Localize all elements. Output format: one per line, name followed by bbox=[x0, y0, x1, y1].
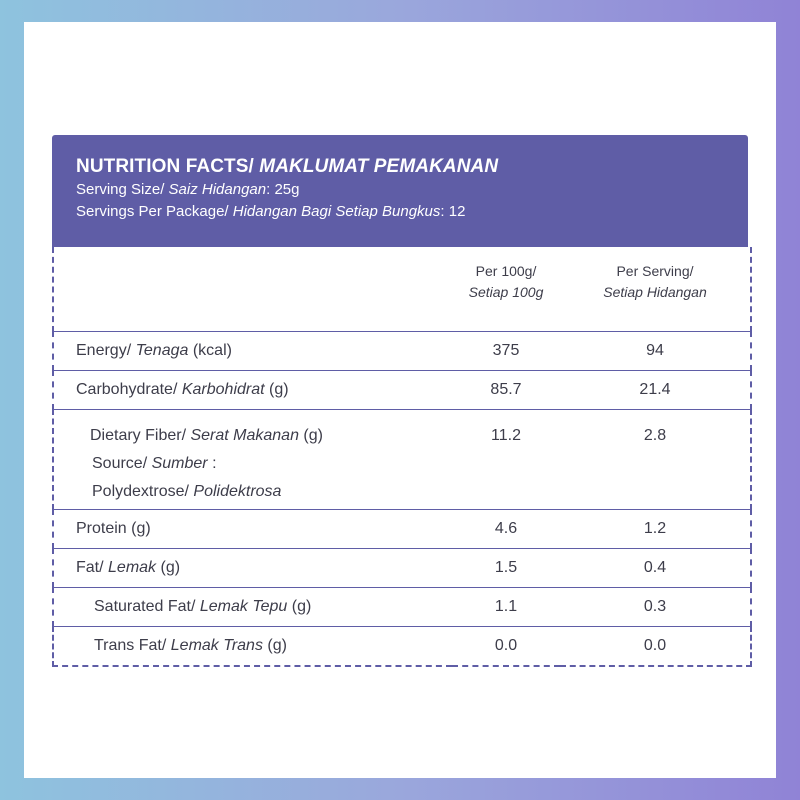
transfat-name: Trans Fat/ bbox=[94, 637, 171, 654]
perserving-line1: Per Serving/ bbox=[616, 263, 694, 279]
carb-per100: 85.7 bbox=[452, 371, 560, 410]
nutrition-title bbox=[76, 155, 724, 179]
carb-name-alt: Karbohidrat bbox=[181, 381, 265, 398]
source-value: Polydextrose/ bbox=[92, 483, 194, 500]
satfat-name: Saturated Fat/ bbox=[94, 598, 200, 615]
transfat-per100: 0.0 bbox=[452, 627, 560, 667]
column-header-perserving bbox=[560, 247, 751, 332]
satfat-perserving: 0.3 bbox=[560, 588, 751, 627]
energy-name: Energy/ bbox=[76, 342, 136, 359]
serving-size-value: : 25g bbox=[266, 181, 300, 198]
table-row-carbohydrate bbox=[53, 371, 751, 410]
nutrition-table bbox=[52, 247, 752, 667]
source-value-alt: Polidektrosa bbox=[193, 483, 282, 500]
column-header-per100 bbox=[452, 247, 560, 332]
per100-line1: Per 100g/ bbox=[475, 263, 537, 279]
row-label bbox=[53, 588, 452, 627]
energy-unit: (kcal) bbox=[188, 342, 232, 359]
title-alt: MAKLUMAT PEMAKANAN bbox=[259, 156, 499, 177]
carb-perserving: 21.4 bbox=[560, 371, 751, 410]
servings-per-package bbox=[76, 201, 724, 223]
servings-label: Servings Per Package/ bbox=[76, 203, 229, 220]
table-row-dietary-fiber bbox=[53, 410, 751, 510]
energy-name-alt: Tenaga bbox=[135, 342, 189, 359]
column-header-blank bbox=[53, 247, 452, 332]
serving-size bbox=[76, 179, 724, 201]
servings-label-alt: Hidangan Bagi Setiap Bungkus bbox=[232, 203, 441, 220]
nutrition-header bbox=[52, 135, 748, 247]
energy-perserving: 94 bbox=[560, 332, 751, 371]
fiber-perserving: 2.8 bbox=[560, 410, 751, 510]
source-label-alt: Sumber bbox=[151, 455, 208, 472]
column-header-row bbox=[53, 247, 751, 332]
row-label bbox=[53, 371, 452, 410]
per100-line2: Setiap 100g bbox=[468, 284, 544, 300]
servings-value: : 12 bbox=[440, 203, 466, 220]
table-row-protein bbox=[53, 510, 751, 549]
protein-perserving: 1.2 bbox=[560, 510, 751, 549]
satfat-unit: (g) bbox=[287, 598, 312, 615]
satfat-per100: 1.1 bbox=[452, 588, 560, 627]
fat-name: Fat/ bbox=[76, 559, 109, 576]
row-label bbox=[53, 627, 452, 667]
fiber-name: Dietary Fiber/ bbox=[90, 427, 191, 444]
transfat-name-alt: Lemak Trans bbox=[170, 637, 263, 654]
fat-perserving: 0.4 bbox=[560, 549, 751, 588]
table-row-saturated-fat bbox=[53, 588, 751, 627]
fiber-source bbox=[90, 450, 452, 478]
title-main: NUTRITION FACTS/ bbox=[76, 156, 254, 177]
transfat-perserving: 0.0 bbox=[560, 627, 751, 667]
table-row-fat bbox=[53, 549, 751, 588]
fiber-name-alt: Serat Makanan bbox=[190, 427, 299, 444]
fat-name-alt: Lemak bbox=[108, 559, 157, 576]
energy-per100: 375 bbox=[452, 332, 560, 371]
source-colon: : bbox=[207, 455, 217, 472]
fiber-source-value bbox=[90, 478, 452, 506]
satfat-name-alt: Lemak Tepu bbox=[199, 598, 288, 615]
fiber-per100: 11.2 bbox=[452, 410, 560, 510]
table-row-trans-fat bbox=[53, 627, 751, 667]
fat-per100: 1.5 bbox=[452, 549, 560, 588]
row-label bbox=[53, 549, 452, 588]
carb-unit: (g) bbox=[264, 381, 289, 398]
serving-size-label-alt: Saiz Hidangan bbox=[168, 181, 267, 198]
row-label bbox=[53, 332, 452, 371]
protein-name: Protein (g) bbox=[53, 510, 452, 549]
table-row-energy bbox=[53, 332, 751, 371]
nutrition-panel bbox=[52, 135, 748, 667]
carb-name: Carbohydrate/ bbox=[76, 381, 182, 398]
row-label bbox=[53, 410, 452, 510]
transfat-unit: (g) bbox=[262, 637, 287, 654]
protein-per100: 4.6 bbox=[452, 510, 560, 549]
fiber-unit: (g) bbox=[298, 427, 323, 444]
perserving-line2: Setiap Hidangan bbox=[603, 284, 707, 300]
source-label: Source/ bbox=[92, 455, 152, 472]
fat-unit: (g) bbox=[156, 559, 181, 576]
serving-size-label: Serving Size/ bbox=[76, 181, 165, 198]
